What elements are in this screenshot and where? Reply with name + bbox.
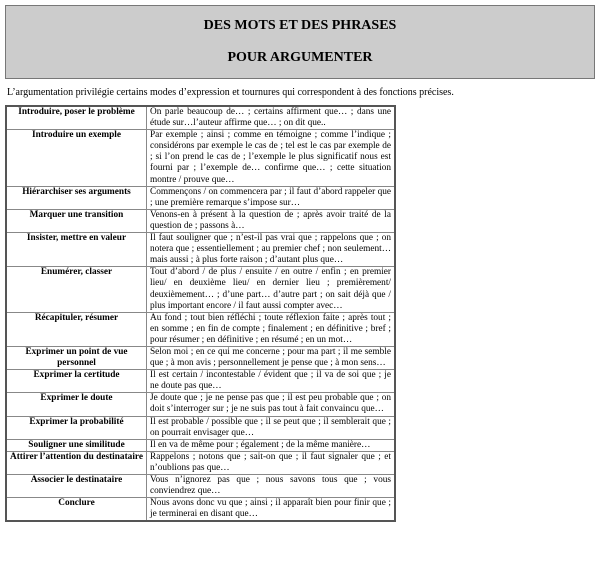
table-row [6,209,395,232]
table-row [6,416,395,439]
expressions-cell: Par exemple ; ainsi ; comme en témoigne ; comme l’indique ; considérons par exemple le cas de ; tel est le cas par exemple de ; si l’on prend le cas de ; l’exemple le plus significatif nous est fourni par ; l’exemple de… confirme que… ; cette situation montre / prouve que… [147,130,396,186]
category-cell: Hiérarchiser ses arguments [6,186,147,209]
table-row [6,267,395,312]
expressions-cell: Il faut souligner que ; n’est-il pas vrai que ; rappelons que ; on notera que ; essentiellement ; au premier chef ; non seulement…mais aussi ; à plus forte raison ; d’autant plus que… [147,233,396,267]
category-cell: Associer le destinataire [6,475,147,498]
expressions-cell: Au fond ; tout bien réfléchi ; toute réflexion faite ; après tout ; en somme ; en fin de compte ; finalement ; en définitive ; bref ; pour résumer ; en définitive ; en résumé ; en un mot… [147,312,396,346]
title-banner [5,5,595,79]
expressions-cell: Je doute que ; je ne pense pas que ; il est peu probable que ; on doit s’interroger sur ; je ne suis pas tout à fait convaincu que… [147,393,396,416]
expressions-cell: Il est certain / incontestable / évident que ; il va de soi que ; je ne doute pas que… [147,370,396,393]
table-row [6,451,395,474]
table-row [6,393,395,416]
title-line-2: POUR ARGUMENTER [227,50,373,65]
category-cell: Exprimer le doute [6,393,147,416]
category-cell: Récapituler, résumer [6,312,147,346]
expressions-table [5,105,396,522]
intro-text: L’argumentation privilégie certains modes d’expression et tournures qui correspondent à des fonctions précises. [7,87,454,98]
category-cell: Marquer une transition [6,209,147,232]
table-row [6,130,395,186]
table-row [6,475,395,498]
expressions-cell: Rappelons ; notons que ; sait-on que ; il faut signaler que ; et n’oublions pas que… [147,451,396,474]
table-row [6,370,395,393]
category-cell: Attirer l’attention du destinataire [6,451,147,474]
category-cell: Souligner une similitude [6,439,147,451]
category-cell: Insister, mettre en valeur [6,233,147,267]
expressions-cell: Selon moi ; en ce qui me concerne ; pour ma part ; il me semble que ; à mon avis ; personnellement je pense que ; à mon sens… [147,346,396,369]
expressions-cell: Nous avons donc vu que ; ainsi ; il apparaît bien pour finir que ; je terminerai en disant que… [147,498,396,522]
category-cell: Introduire un exemple [6,130,147,186]
category-cell: Conclure [6,498,147,522]
table-row [6,106,395,130]
category-cell: Enumérer, classer [6,267,147,312]
expressions-cell: Commençons / on commencera par ; il faut d’abord rappeler que ; une première remarque s’impose sur… [147,186,396,209]
expressions-cell: Tout d’abord / de plus / ensuite / en outre / enfin ; en premier lieu/ en deuxième lieu/ en dernier lieu ; premièrement/ deuxièmement… ; d’une part… d’autre part ; on sait déjà que / plus important encore / il faut aussi compter avec… [147,267,396,312]
category-cell: Exprimer un point de vue personnel [6,346,147,369]
expressions-cell: Il en va de même pour ; également ; de la même manière… [147,439,396,451]
expressions-cell: On parle beaucoup de… ; certains affirment que… ; dans une étude sur…l’auteur affirme que… ; on dit que.. [147,106,396,130]
table-row [6,498,395,522]
category-cell: Introduire, poser le problème [6,106,147,130]
expressions-cell: Venons-en à présent à la question de ; après avoir traité de la question de ; passons à… [147,209,396,232]
table-row [6,186,395,209]
category-cell: Exprimer la probabilité [6,416,147,439]
table-row [6,312,395,346]
table-row [6,233,395,267]
table-row [6,439,395,451]
expressions-cell: Vous n’ignorez pas que ; nous savons tous que ; vous conviendrez que… [147,475,396,498]
category-cell: Exprimer la certitude [6,370,147,393]
title-line-1: DES MOTS ET DES PHRASES [203,18,397,33]
table-row [6,346,395,369]
expressions-cell: Il est probable / possible que ; il se peut que ; il semblerait que ; on pourrait envisager que… [147,416,396,439]
